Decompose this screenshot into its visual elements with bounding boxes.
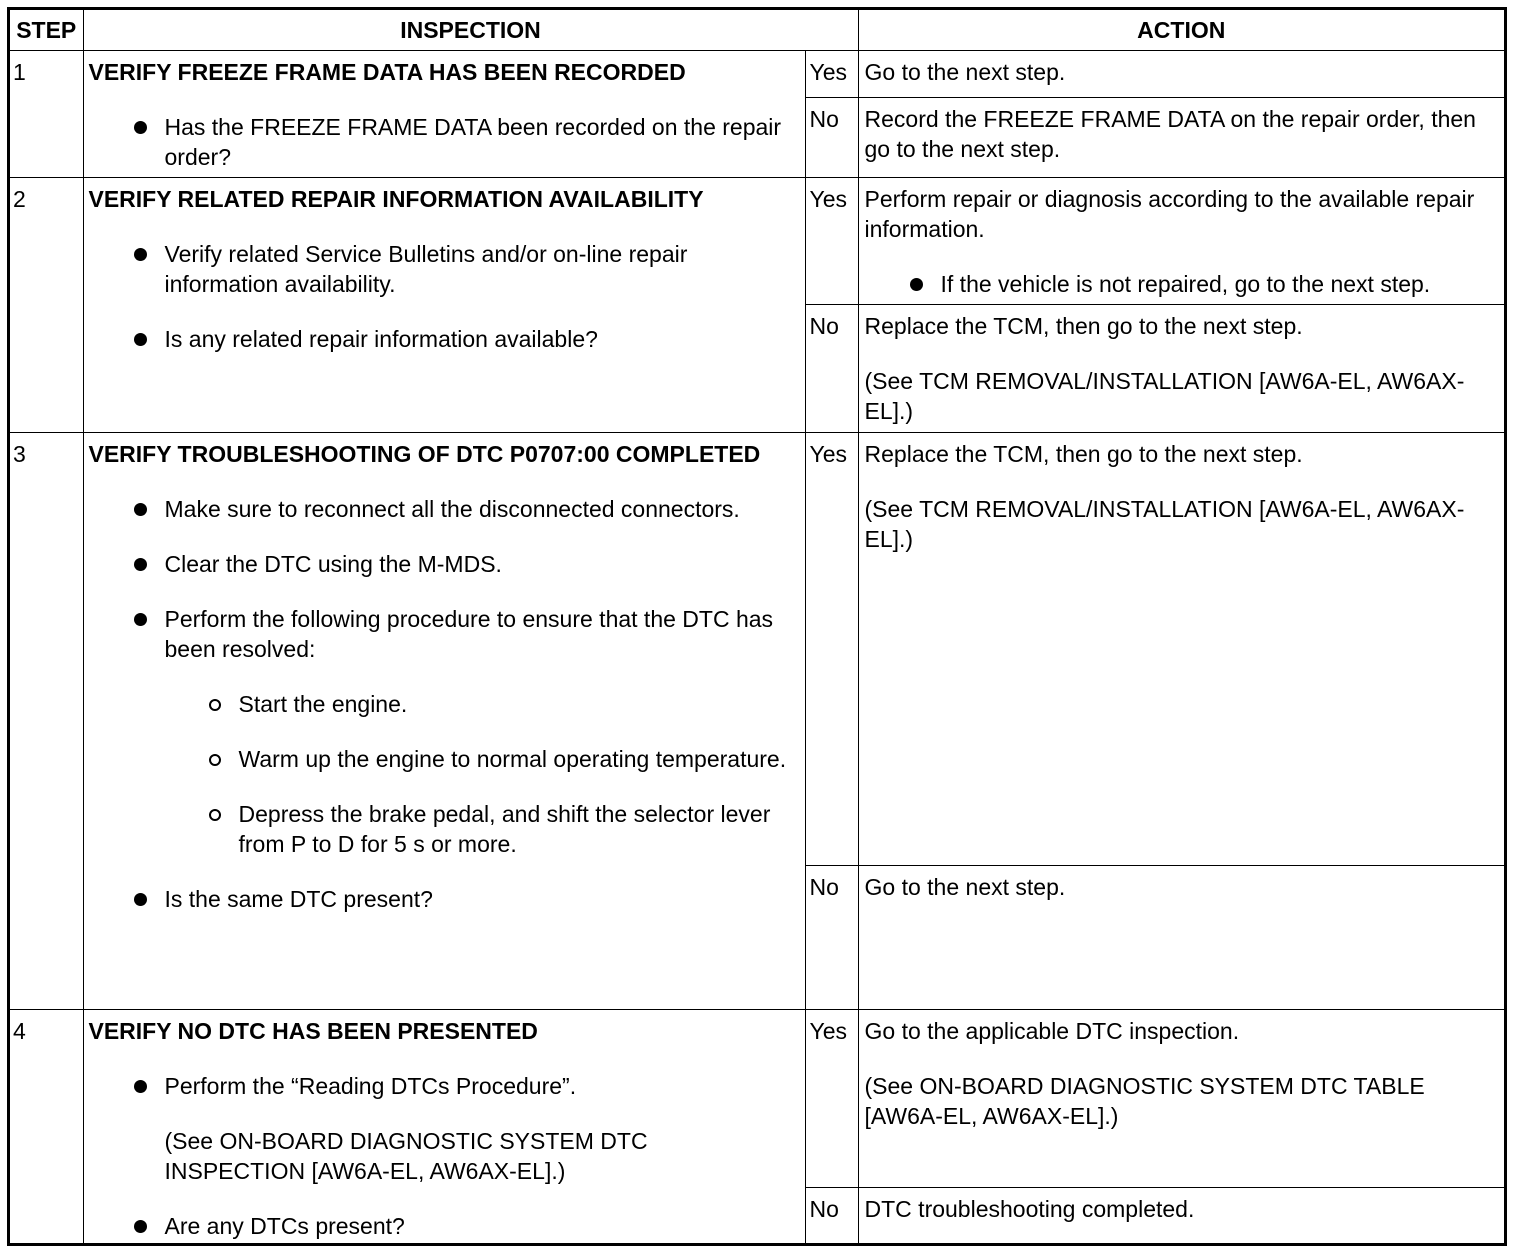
yes-action: Replace the TCM, then go to the next step.: [864, 440, 1303, 467]
step-number: 3: [10, 432, 83, 1009]
diagnostic-table-frame: [7, 7, 1507, 1246]
no-label: No: [805, 865, 858, 1009]
step-3-inspection: [83, 432, 805, 1009]
inspection-bullet: Perform the following procedure to ensure that the DTC has been resolved:: [89, 604, 793, 664]
step-1-row-yes: [10, 50, 1504, 97]
step-title: VERIFY TROUBLESHOOTING OF DTC P0707:00 COMPLETED: [88, 440, 761, 467]
reference-text: (See TCM REMOVAL/INSTALLATION [AW6A-EL, AW6AX-EL].): [864, 495, 1465, 552]
yes-action: Go to the next step.: [858, 50, 1504, 97]
no-action: Record the FREEZE FRAME DATA on the repair order, then go to the next step.: [858, 97, 1504, 177]
inspection-sub-bullet: Start the engine.: [89, 689, 793, 719]
step-2-row-yes: [10, 177, 1504, 304]
yes-label: Yes: [805, 50, 858, 97]
reference-text: (See ON-BOARD DIAGNOSTIC SYSTEM DTC INSPECTION [AW6A-EL, AW6AX-EL].): [164, 1127, 648, 1184]
inspection-bullet: Has the FREEZE FRAME DATA been recorded on the repair order?: [89, 112, 793, 172]
inspection-bullet: Perform the “Reading DTCs Procedure”.: [89, 1071, 793, 1101]
no-label: No: [805, 304, 858, 432]
yes-action-cell: [858, 432, 1504, 865]
step-1-inspection: [83, 50, 805, 177]
header-action: ACTION: [858, 10, 1504, 50]
inspection-bullet: Clear the DTC using the M-MDS.: [89, 549, 793, 579]
step-number: 2: [10, 177, 83, 432]
no-action: DTC troubleshooting completed.: [858, 1187, 1504, 1243]
yes-label: Yes: [805, 432, 858, 865]
reference-text: (See TCM REMOVAL/INSTALLATION [AW6A-EL, AW6AX-EL].): [864, 367, 1465, 424]
inspection-bullet: Is the same DTC present?: [89, 884, 793, 914]
header-inspection: INSPECTION: [83, 10, 858, 50]
inspection-sub-bullet: Warm up the engine to normal operating temperature.: [89, 744, 793, 774]
reference-text: (See ON-BOARD DIAGNOSTIC SYSTEM DTC TABLE [AW6A-EL, AW6AX-EL].): [864, 1072, 1425, 1129]
step-title: VERIFY RELATED REPAIR INFORMATION AVAILABILITY: [88, 185, 704, 212]
step-title: VERIFY FREEZE FRAME DATA HAS BEEN RECORDED: [88, 58, 686, 85]
no-action: Go to the next step.: [858, 865, 1504, 1009]
yes-action-cell: [858, 1009, 1504, 1187]
step-4-inspection: [83, 1009, 805, 1243]
inspection-sub-bullet: Depress the brake pedal, and shift the selector lever from P to D for 5 s or more.: [89, 799, 793, 859]
no-action: Replace the TCM, then go to the next step.: [864, 312, 1303, 339]
diagnostic-table: [10, 10, 1504, 1244]
step-4-row-yes: [10, 1009, 1504, 1187]
inspection-bullet: Verify related Service Bulletins and/or on-line repair information availability.: [89, 239, 793, 299]
yes-action-cell: [858, 177, 1504, 304]
step-title: VERIFY NO DTC HAS BEEN PRESENTED: [88, 1017, 538, 1044]
no-label: No: [805, 1187, 858, 1243]
step-number: 1: [10, 50, 83, 177]
step-2-inspection: [83, 177, 805, 432]
header-step: STEP: [10, 10, 83, 50]
yes-action: Go to the applicable DTC inspection.: [864, 1017, 1240, 1044]
inspection-bullet: Make sure to reconnect all the disconnected connectors.: [89, 494, 793, 524]
step-3-row-yes: [10, 432, 1504, 865]
no-label: No: [805, 97, 858, 177]
header-row: [10, 10, 1504, 50]
no-action-cell: [858, 304, 1504, 432]
yes-label: Yes: [805, 177, 858, 304]
inspection-bullet: Is any related repair information available?: [89, 324, 793, 354]
action-bullet: If the vehicle is not repaired, go to the next step.: [865, 269, 1495, 299]
inspection-bullet: Are any DTCs present?: [89, 1211, 793, 1241]
yes-label: Yes: [805, 1009, 858, 1187]
step-number: 4: [10, 1009, 83, 1243]
yes-action: Perform repair or diagnosis according to the available repair information.: [864, 185, 1475, 242]
